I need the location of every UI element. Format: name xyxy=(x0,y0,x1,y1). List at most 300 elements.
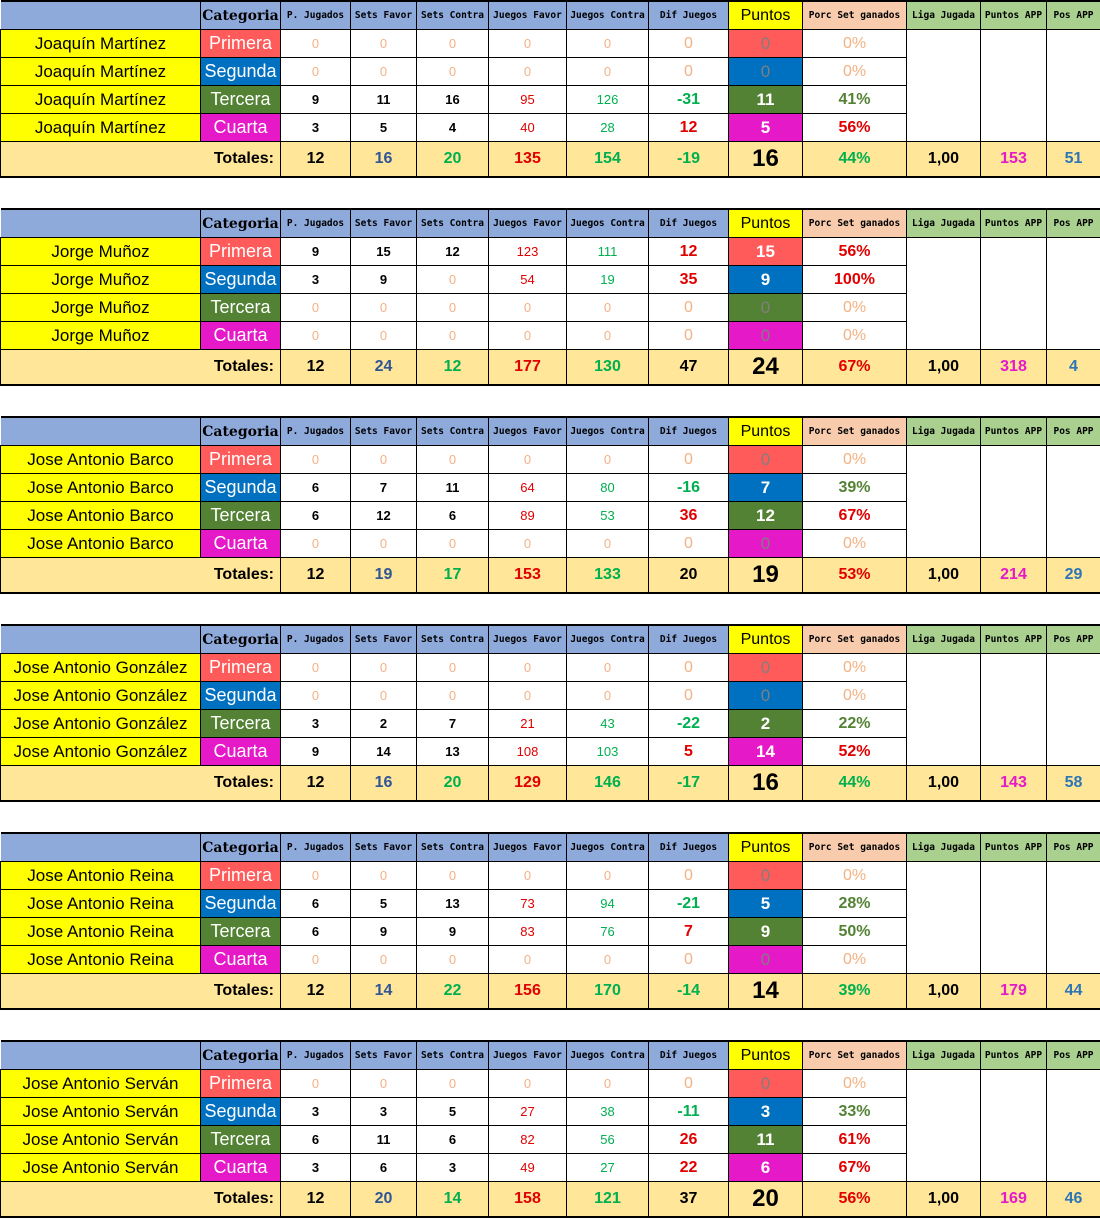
player-name: Jose Antonio Serván xyxy=(1,1154,201,1182)
category-cell: Segunda xyxy=(201,890,281,918)
header-categoria: Categoria xyxy=(201,833,281,862)
puntos-cell: 15 xyxy=(729,238,803,266)
porc-set-cell: 0% xyxy=(803,322,907,350)
header-p-jugados: P. Jugados xyxy=(281,1,351,30)
total-juegos-contra: 133 xyxy=(567,558,649,594)
total-sets-contra: 22 xyxy=(417,974,489,1010)
juegos-contra-cell: 0 xyxy=(567,654,649,682)
juegos-contra-cell: 43 xyxy=(567,710,649,738)
player-name: Jose Antonio González xyxy=(1,654,201,682)
p-jugados-cell: 3 xyxy=(281,1154,351,1182)
total-porc-set: 53% xyxy=(803,558,907,594)
porc-set-cell: 33% xyxy=(803,1098,907,1126)
sets-favor-cell: 0 xyxy=(351,322,417,350)
header-puntos: Puntos xyxy=(729,833,803,862)
sets-favor-cell: 11 xyxy=(351,86,417,114)
total-puntos-app: 214 xyxy=(981,558,1047,594)
sets-favor-cell: 0 xyxy=(351,654,417,682)
dif-juegos-cell: 5 xyxy=(649,738,729,766)
puntos-cell: 11 xyxy=(729,1126,803,1154)
category-cell: Cuarta xyxy=(201,322,281,350)
total-sets-contra: 14 xyxy=(417,1182,489,1218)
porc-set-cell: 67% xyxy=(803,502,907,530)
header-sets-contra: Sets Contra xyxy=(417,1041,489,1070)
juegos-contra-cell: 0 xyxy=(567,1070,649,1098)
header-puntos: Puntos xyxy=(729,625,803,654)
total-p-jugados: 12 xyxy=(281,974,351,1010)
juegos-favor-cell: 0 xyxy=(489,682,567,710)
header-porc-set: Porc Set ganados xyxy=(803,833,907,862)
header-pos-app: Pos APP xyxy=(1047,1,1100,30)
p-jugados-cell: 9 xyxy=(281,238,351,266)
juegos-favor-cell: 49 xyxy=(489,1154,567,1182)
total-p-jugados: 12 xyxy=(281,558,351,594)
porc-set-cell: 56% xyxy=(803,238,907,266)
total-pos-app: 51 xyxy=(1047,142,1100,178)
pos-app-blank xyxy=(1047,30,1100,142)
category-cell: Primera xyxy=(201,1070,281,1098)
dif-juegos-cell: -31 xyxy=(649,86,729,114)
header-sets-contra: Sets Contra xyxy=(417,1,489,30)
player-table xyxy=(0,624,1100,802)
total-p-jugados: 12 xyxy=(281,766,351,802)
category-cell: Primera xyxy=(201,30,281,58)
total-puntos-app: 179 xyxy=(981,974,1047,1010)
total-sets-favor: 20 xyxy=(351,1182,417,1218)
puntos-cell: 3 xyxy=(729,1098,803,1126)
juegos-favor-cell: 27 xyxy=(489,1098,567,1126)
header-dif-juegos: Dif Juegos xyxy=(649,1041,729,1070)
sets-contra-cell: 0 xyxy=(417,58,489,86)
dif-juegos-cell: 0 xyxy=(649,946,729,974)
dif-juegos-cell: 26 xyxy=(649,1126,729,1154)
header-p-jugados: P. Jugados xyxy=(281,625,351,654)
total-liga-jugada: 1,00 xyxy=(907,558,981,594)
porc-set-cell: 56% xyxy=(803,114,907,142)
header-juegos-favor: Juegos Favor xyxy=(489,1041,567,1070)
puntos-cell: 0 xyxy=(729,1070,803,1098)
porc-set-cell: 0% xyxy=(803,294,907,322)
puntos-cell: 0 xyxy=(729,30,803,58)
header-puntos-app: Puntos APP xyxy=(981,625,1047,654)
puntos-cell: 14 xyxy=(729,738,803,766)
porc-set-cell: 67% xyxy=(803,1154,907,1182)
puntos-cell: 9 xyxy=(729,266,803,294)
dif-juegos-cell: 0 xyxy=(649,654,729,682)
total-porc-set: 67% xyxy=(803,350,907,386)
p-jugados-cell: 6 xyxy=(281,1126,351,1154)
total-puntos-app: 169 xyxy=(981,1182,1047,1218)
header-sets-favor: Sets Favor xyxy=(351,833,417,862)
juegos-contra-cell: 0 xyxy=(567,294,649,322)
juegos-favor-cell: 108 xyxy=(489,738,567,766)
puntos-app-blank xyxy=(981,862,1047,974)
porc-set-cell: 0% xyxy=(803,30,907,58)
juegos-favor-cell: 0 xyxy=(489,654,567,682)
sets-contra-cell: 11 xyxy=(417,474,489,502)
p-jugados-cell: 0 xyxy=(281,530,351,558)
player-name: Jose Antonio González xyxy=(1,682,201,710)
dif-juegos-cell: 0 xyxy=(649,322,729,350)
totales-label: Totales: xyxy=(1,350,281,386)
dif-juegos-cell: -16 xyxy=(649,474,729,502)
header-categoria: Categoria xyxy=(201,625,281,654)
total-pos-app: 58 xyxy=(1047,766,1100,802)
puntos-cell: 0 xyxy=(729,946,803,974)
juegos-favor-cell: 73 xyxy=(489,890,567,918)
porc-set-cell: 0% xyxy=(803,682,907,710)
juegos-favor-cell: 54 xyxy=(489,266,567,294)
header-sets-favor: Sets Favor xyxy=(351,417,417,446)
p-jugados-cell: 0 xyxy=(281,446,351,474)
juegos-favor-cell: 0 xyxy=(489,946,567,974)
sets-contra-cell: 7 xyxy=(417,710,489,738)
header-blank xyxy=(1,1,201,30)
total-pos-app: 46 xyxy=(1047,1182,1100,1218)
dif-juegos-cell: 0 xyxy=(649,1070,729,1098)
total-puntos-app: 143 xyxy=(981,766,1047,802)
header-liga-jugada: Liga Jugada xyxy=(907,1,981,30)
total-p-jugados: 12 xyxy=(281,350,351,386)
juegos-contra-cell: 27 xyxy=(567,1154,649,1182)
juegos-contra-cell: 0 xyxy=(567,530,649,558)
player-name: Joaquín Martínez xyxy=(1,114,201,142)
juegos-contra-cell: 94 xyxy=(567,890,649,918)
sets-contra-cell: 13 xyxy=(417,890,489,918)
header-categoria: Categoria xyxy=(201,1,281,30)
juegos-favor-cell: 64 xyxy=(489,474,567,502)
juegos-favor-cell: 0 xyxy=(489,530,567,558)
dif-juegos-cell: 0 xyxy=(649,530,729,558)
juegos-favor-cell: 40 xyxy=(489,114,567,142)
totals-row xyxy=(1,974,1100,1010)
total-puntos-app: 153 xyxy=(981,142,1047,178)
total-juegos-contra: 130 xyxy=(567,350,649,386)
total-liga-jugada: 1,00 xyxy=(907,1182,981,1218)
header-liga-jugada: Liga Jugada xyxy=(907,1041,981,1070)
sets-favor-cell: 0 xyxy=(351,530,417,558)
header-sets-contra: Sets Contra xyxy=(417,625,489,654)
player-name: Jorge Muñoz xyxy=(1,238,201,266)
puntos-cell: 5 xyxy=(729,114,803,142)
total-puntos: 20 xyxy=(729,1182,803,1218)
header-p-jugados: P. Jugados xyxy=(281,833,351,862)
player-table xyxy=(0,416,1100,594)
player-name: Jose Antonio González xyxy=(1,738,201,766)
player-table xyxy=(0,1040,1100,1218)
juegos-contra-cell: 126 xyxy=(567,86,649,114)
sets-contra-cell: 12 xyxy=(417,238,489,266)
header-juegos-favor: Juegos Favor xyxy=(489,625,567,654)
header-puntos-app: Puntos APP xyxy=(981,1041,1047,1070)
sets-favor-cell: 0 xyxy=(351,446,417,474)
total-liga-jugada: 1,00 xyxy=(907,350,981,386)
total-dif-juegos: 47 xyxy=(649,350,729,386)
sets-favor-cell: 15 xyxy=(351,238,417,266)
total-porc-set: 39% xyxy=(803,974,907,1010)
category-cell: Tercera xyxy=(201,710,281,738)
total-p-jugados: 12 xyxy=(281,1182,351,1218)
juegos-favor-cell: 0 xyxy=(489,862,567,890)
player-name: Jose Antonio Reina xyxy=(1,918,201,946)
total-liga-jugada: 1,00 xyxy=(907,142,981,178)
juegos-contra-cell: 0 xyxy=(567,682,649,710)
header-juegos-contra: Juegos Contra xyxy=(567,625,649,654)
p-jugados-cell: 0 xyxy=(281,322,351,350)
juegos-contra-cell: 111 xyxy=(567,238,649,266)
header-sets-favor: Sets Favor xyxy=(351,1,417,30)
porc-set-cell: 52% xyxy=(803,738,907,766)
total-juegos-favor: 135 xyxy=(489,142,567,178)
porc-set-cell: 22% xyxy=(803,710,907,738)
totales-label: Totales: xyxy=(1,974,281,1010)
header-row xyxy=(1,417,1100,446)
category-cell: Tercera xyxy=(201,294,281,322)
p-jugados-cell: 0 xyxy=(281,682,351,710)
header-blank xyxy=(1,209,201,238)
header-dif-juegos: Dif Juegos xyxy=(649,1,729,30)
porc-set-cell: 50% xyxy=(803,918,907,946)
juegos-favor-cell: 0 xyxy=(489,58,567,86)
pos-app-blank xyxy=(1047,1070,1100,1182)
sets-contra-cell: 0 xyxy=(417,30,489,58)
total-juegos-contra: 121 xyxy=(567,1182,649,1218)
pos-app-blank xyxy=(1047,238,1100,350)
sets-favor-cell: 12 xyxy=(351,502,417,530)
sets-favor-cell: 6 xyxy=(351,1154,417,1182)
sets-favor-cell: 0 xyxy=(351,862,417,890)
sets-favor-cell: 7 xyxy=(351,474,417,502)
sets-favor-cell: 11 xyxy=(351,1126,417,1154)
puntos-cell: 0 xyxy=(729,862,803,890)
dif-juegos-cell: -22 xyxy=(649,710,729,738)
sets-contra-cell: 0 xyxy=(417,446,489,474)
total-sets-contra: 12 xyxy=(417,350,489,386)
category-cell: Segunda xyxy=(201,266,281,294)
totales-label: Totales: xyxy=(1,142,281,178)
header-puntos: Puntos xyxy=(729,417,803,446)
sets-contra-cell: 0 xyxy=(417,862,489,890)
header-juegos-contra: Juegos Contra xyxy=(567,417,649,446)
sets-contra-cell: 6 xyxy=(417,1126,489,1154)
dif-juegos-cell: 35 xyxy=(649,266,729,294)
header-blank xyxy=(1,417,201,446)
porc-set-cell: 61% xyxy=(803,1126,907,1154)
sets-favor-cell: 0 xyxy=(351,30,417,58)
porc-set-cell: 100% xyxy=(803,266,907,294)
sets-contra-cell: 0 xyxy=(417,1070,489,1098)
header-dif-juegos: Dif Juegos xyxy=(649,833,729,862)
player-name: Jose Antonio Serván xyxy=(1,1126,201,1154)
header-blank xyxy=(1,1041,201,1070)
porc-set-cell: 39% xyxy=(803,474,907,502)
header-liga-jugada: Liga Jugada xyxy=(907,209,981,238)
header-sets-contra: Sets Contra xyxy=(417,833,489,862)
header-porc-set: Porc Set ganados xyxy=(803,417,907,446)
p-jugados-cell: 9 xyxy=(281,86,351,114)
puntos-cell: 0 xyxy=(729,58,803,86)
p-jugados-cell: 3 xyxy=(281,1098,351,1126)
liga-jugada-blank xyxy=(907,238,981,350)
player-name: Jorge Muñoz xyxy=(1,266,201,294)
liga-jugada-blank xyxy=(907,1070,981,1182)
total-juegos-contra: 154 xyxy=(567,142,649,178)
category-cell: Cuarta xyxy=(201,530,281,558)
header-sets-favor: Sets Favor xyxy=(351,1041,417,1070)
category-cell: Cuarta xyxy=(201,738,281,766)
puntos-app-blank xyxy=(981,654,1047,766)
header-puntos-app: Puntos APP xyxy=(981,833,1047,862)
category-row xyxy=(1,862,1100,890)
category-row xyxy=(1,1070,1100,1098)
header-pos-app: Pos APP xyxy=(1047,625,1100,654)
total-sets-favor: 19 xyxy=(351,558,417,594)
header-pos-app: Pos APP xyxy=(1047,833,1100,862)
p-jugados-cell: 0 xyxy=(281,946,351,974)
player-name: Jorge Muñoz xyxy=(1,294,201,322)
player-name: Jose Antonio Barco xyxy=(1,530,201,558)
player-name: Jose Antonio Serván xyxy=(1,1098,201,1126)
liga-jugada-blank xyxy=(907,654,981,766)
total-puntos: 19 xyxy=(729,558,803,594)
sets-contra-cell: 3 xyxy=(417,1154,489,1182)
juegos-favor-cell: 0 xyxy=(489,446,567,474)
header-dif-juegos: Dif Juegos xyxy=(649,209,729,238)
header-porc-set: Porc Set ganados xyxy=(803,625,907,654)
stats-table xyxy=(0,624,1100,802)
sets-contra-cell: 13 xyxy=(417,738,489,766)
juegos-favor-cell: 123 xyxy=(489,238,567,266)
sets-favor-cell: 9 xyxy=(351,918,417,946)
sets-favor-cell: 5 xyxy=(351,114,417,142)
p-jugados-cell: 6 xyxy=(281,502,351,530)
juegos-contra-cell: 19 xyxy=(567,266,649,294)
totales-label: Totales: xyxy=(1,766,281,802)
sets-contra-cell: 0 xyxy=(417,530,489,558)
dif-juegos-cell: 22 xyxy=(649,1154,729,1182)
sets-contra-cell: 0 xyxy=(417,294,489,322)
total-pos-app: 4 xyxy=(1047,350,1100,386)
sets-contra-cell: 6 xyxy=(417,502,489,530)
juegos-contra-cell: 38 xyxy=(567,1098,649,1126)
total-p-jugados: 12 xyxy=(281,142,351,178)
juegos-contra-cell: 103 xyxy=(567,738,649,766)
porc-set-cell: 41% xyxy=(803,86,907,114)
juegos-favor-cell: 89 xyxy=(489,502,567,530)
stats-table xyxy=(0,208,1100,386)
puntos-cell: 0 xyxy=(729,446,803,474)
porc-set-cell: 0% xyxy=(803,654,907,682)
p-jugados-cell: 3 xyxy=(281,266,351,294)
totals-row xyxy=(1,142,1100,178)
total-juegos-contra: 146 xyxy=(567,766,649,802)
total-juegos-favor: 156 xyxy=(489,974,567,1010)
category-cell: Segunda xyxy=(201,58,281,86)
p-jugados-cell: 0 xyxy=(281,862,351,890)
header-liga-jugada: Liga Jugada xyxy=(907,833,981,862)
sets-favor-cell: 5 xyxy=(351,890,417,918)
header-sets-contra: Sets Contra xyxy=(417,209,489,238)
category-cell: Tercera xyxy=(201,86,281,114)
sets-favor-cell: 2 xyxy=(351,710,417,738)
juegos-contra-cell: 0 xyxy=(567,30,649,58)
sets-favor-cell: 0 xyxy=(351,294,417,322)
dif-juegos-cell: 0 xyxy=(649,446,729,474)
stats-table xyxy=(0,0,1100,178)
juegos-contra-cell: 56 xyxy=(567,1126,649,1154)
total-porc-set: 44% xyxy=(803,142,907,178)
player-name: Jose Antonio Barco xyxy=(1,502,201,530)
header-p-jugados: P. Jugados xyxy=(281,417,351,446)
sets-contra-cell: 9 xyxy=(417,918,489,946)
header-juegos-favor: Juegos Favor xyxy=(489,1,567,30)
puntos-cell: 6 xyxy=(729,1154,803,1182)
category-cell: Segunda xyxy=(201,682,281,710)
pos-app-blank xyxy=(1047,862,1100,974)
header-row xyxy=(1,625,1100,654)
p-jugados-cell: 3 xyxy=(281,710,351,738)
player-name: Joaquín Martínez xyxy=(1,58,201,86)
header-puntos: Puntos xyxy=(729,209,803,238)
juegos-favor-cell: 95 xyxy=(489,86,567,114)
category-row xyxy=(1,30,1100,58)
total-juegos-favor: 129 xyxy=(489,766,567,802)
total-liga-jugada: 1,00 xyxy=(907,766,981,802)
header-puntos-app: Puntos APP xyxy=(981,1,1047,30)
category-cell: Primera xyxy=(201,862,281,890)
total-porc-set: 56% xyxy=(803,1182,907,1218)
puntos-cell: 0 xyxy=(729,654,803,682)
p-jugados-cell: 0 xyxy=(281,1070,351,1098)
puntos-cell: 0 xyxy=(729,294,803,322)
sets-contra-cell: 16 xyxy=(417,86,489,114)
header-sets-contra: Sets Contra xyxy=(417,417,489,446)
total-dif-juegos: 37 xyxy=(649,1182,729,1218)
juegos-contra-cell: 0 xyxy=(567,446,649,474)
sets-favor-cell: 0 xyxy=(351,58,417,86)
total-sets-contra: 17 xyxy=(417,558,489,594)
juegos-contra-cell: 28 xyxy=(567,114,649,142)
player-name: Jose Antonio Serván xyxy=(1,1070,201,1098)
puntos-cell: 0 xyxy=(729,682,803,710)
juegos-favor-cell: 0 xyxy=(489,30,567,58)
p-jugados-cell: 6 xyxy=(281,474,351,502)
puntos-cell: 5 xyxy=(729,890,803,918)
dif-juegos-cell: 0 xyxy=(649,682,729,710)
juegos-contra-cell: 76 xyxy=(567,918,649,946)
player-table xyxy=(0,0,1100,178)
total-juegos-favor: 153 xyxy=(489,558,567,594)
juegos-contra-cell: 80 xyxy=(567,474,649,502)
juegos-favor-cell: 83 xyxy=(489,918,567,946)
category-row xyxy=(1,238,1100,266)
header-juegos-contra: Juegos Contra xyxy=(567,1,649,30)
dif-juegos-cell: -11 xyxy=(649,1098,729,1126)
pos-app-blank xyxy=(1047,446,1100,558)
dif-juegos-cell: 0 xyxy=(649,58,729,86)
header-liga-jugada: Liga Jugada xyxy=(907,625,981,654)
header-pos-app: Pos APP xyxy=(1047,1041,1100,1070)
dif-juegos-cell: -21 xyxy=(649,890,729,918)
player-name: Jose Antonio Reina xyxy=(1,946,201,974)
liga-jugada-blank xyxy=(907,446,981,558)
puntos-cell: 2 xyxy=(729,710,803,738)
header-puntos-app: Puntos APP xyxy=(981,209,1047,238)
total-puntos: 14 xyxy=(729,974,803,1010)
dif-juegos-cell: 0 xyxy=(649,294,729,322)
sets-favor-cell: 0 xyxy=(351,946,417,974)
total-puntos: 16 xyxy=(729,766,803,802)
